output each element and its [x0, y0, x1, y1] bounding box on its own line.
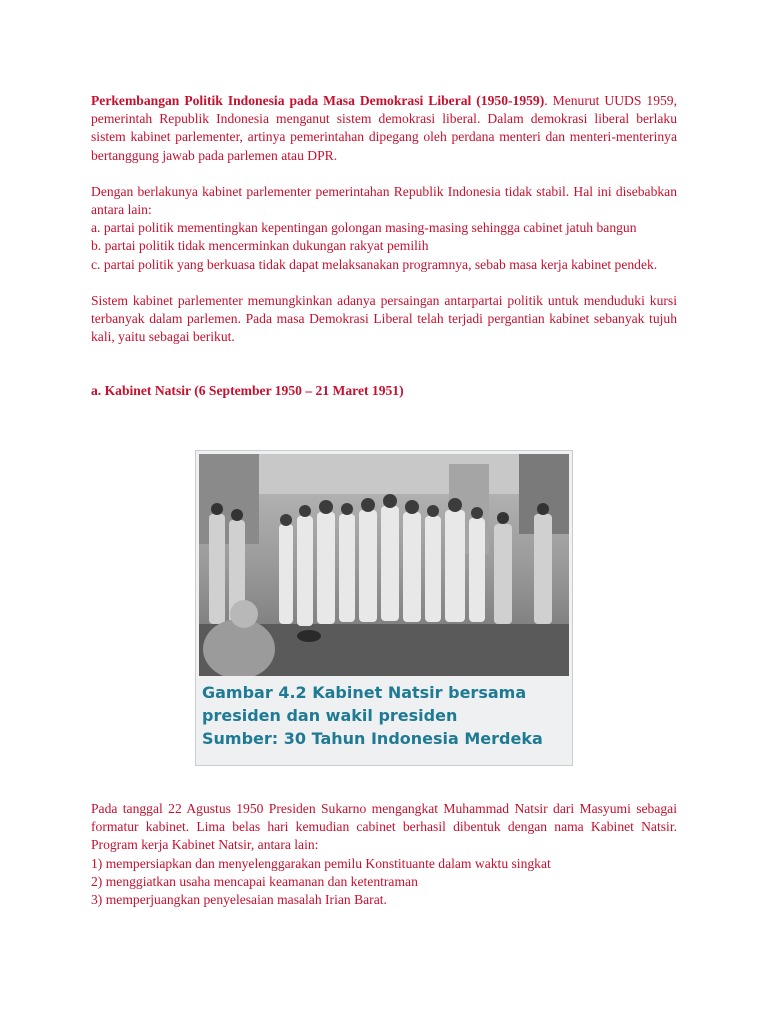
instability-lead: Dengan berlakunya kabinet parlementer pemerintahan Republik Indonesia tidak stabil. Hal ini disebabkan antara lain: — [91, 183, 677, 218]
natsir-item-3: 3) memperjuangkan penyelesaian masalah Irian Barat. — [91, 892, 387, 908]
caption-line-3: Sumber: 30 Tahun Indonesia Merdeka — [202, 729, 543, 748]
figure-caption — [202, 681, 568, 750]
caption-line-1: Gambar 4.2 Kabinet Natsir bersama — [202, 683, 527, 702]
natsir-paragraph: Pada tanggal 22 Agustus 1950 Presiden Sukarno mengangkat Muhammad Natsir dari Masyumi sebagai formatur kabinet. Lima belas hari kemudian cabinet berhasil dibentuk dengan nama Kabinet Natsir. Program kerja Kabinet Natsir, antara lain: — [91, 801, 677, 853]
intro-title: Perkembangan Politik Indonesia pada Masa Demokrasi Liberal (1950-1959) — [91, 93, 545, 108]
natsir-section — [91, 800, 677, 909]
cabinet-photo — [199, 454, 569, 676]
intro-text: . Menurut UUDS 1959, pemerintah Republik Indonesia menganut sistem demokrasi liberal. Dalam demokrasi liberal berlaku sistem kabinet parlementer, artinya pemerintahan dipegang oleh perdana menteri dan menteri-menterinya bertanggung jawab pada parlemen atau DPR. — [91, 93, 677, 163]
system-paragraph: Sistem kabinet parlementer memungkinkan adanya persaingan antarpartai politik untuk menduduki kursi terbanyak dalam parlemen. Pada masa Demokrasi Liberal telah terjadi pergantian kabinet sebanyak tujuh kali, yaitu sebagai berikut. — [91, 292, 677, 345]
section-heading: a. Kabinet Natsir (6 September 1950 – 21 Maret 1951) — [91, 383, 404, 399]
document-page — [91, 92, 677, 400]
natsir-item-1: 1) mempersiapkan dan menyelenggarakan pemilu Konstituante dalam waktu singkat — [91, 855, 551, 871]
natsir-item-2: 2) menggiatkan usaha mencapai keamanan dan ketentraman — [91, 873, 418, 889]
instability-item-a: a. partai politik mementingkan kepentingan golongan masing-masing sehingga cabinet jatuh bangun — [91, 220, 637, 236]
intro-paragraph — [91, 92, 677, 165]
instability-item-b: b. partai politik tidak mencerminkan dukungan rakyat pemilih — [91, 238, 429, 254]
cabinet-photo-image — [199, 454, 569, 676]
instability-item-c: c. partai politik yang berkuasa tidak dapat melaksanakan programnya, sebab masa kerja kabinet pendek. — [91, 256, 658, 272]
figure — [195, 450, 573, 766]
caption-line-2: presiden dan wakil presiden — [202, 706, 458, 725]
